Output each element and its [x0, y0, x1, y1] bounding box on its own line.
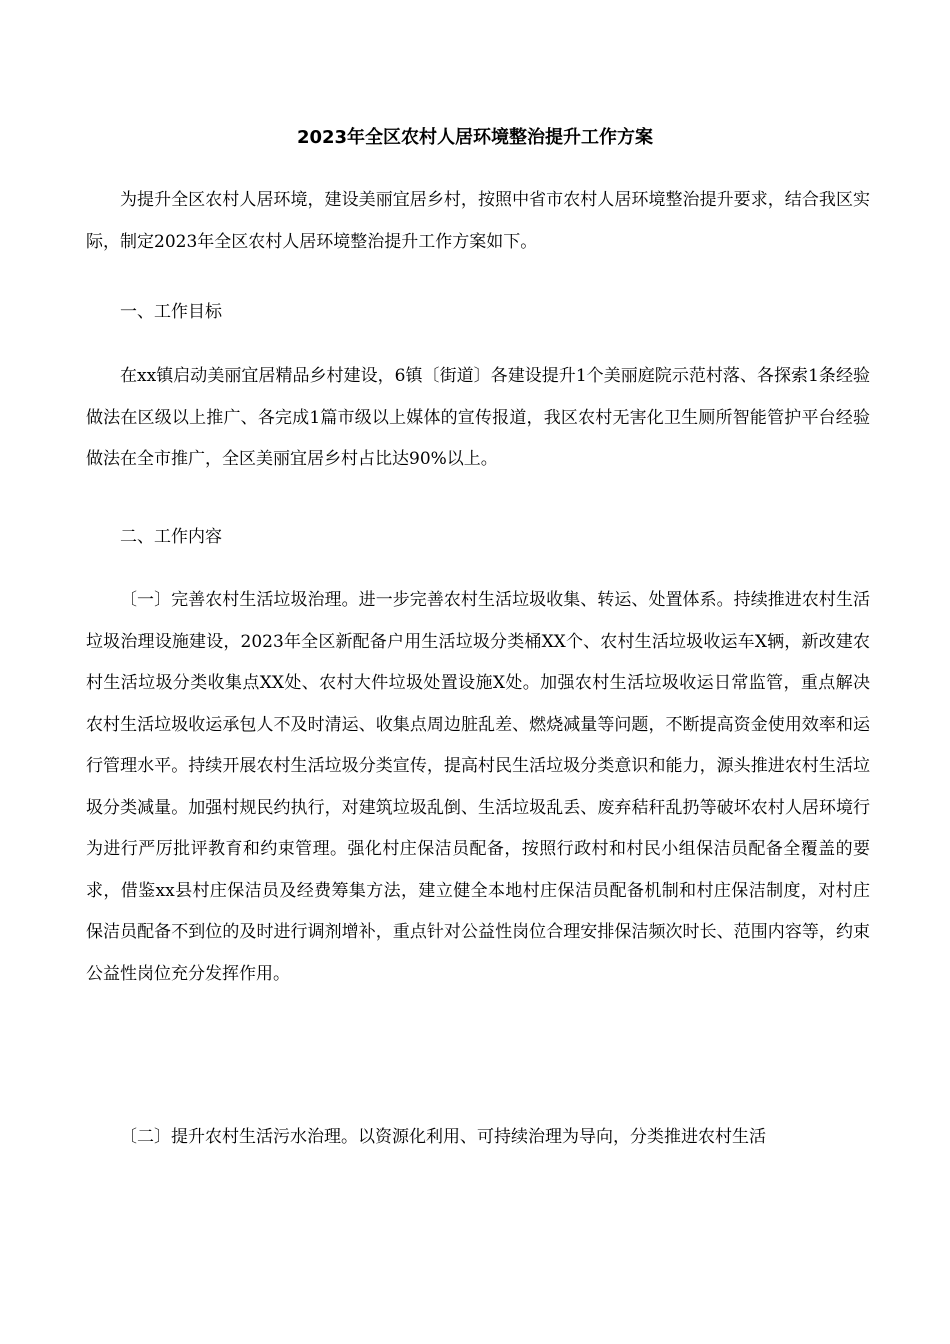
document-title: 2023年全区农村人居环境整治提升工作方案 — [296, 127, 654, 148]
section-heading-content: 二、工作内容 — [120, 527, 222, 547]
subsection-garbage-paragraph: 〔一〕完善农村生活垃圾治理。进一步完善农村生活垃圾收集、转运、处置体系。持续推进农村生活垃圾治理设施建设，2023年全区新配备户用生活垃圾分类桶XX个、农村生活垃圾收运车X辆，新改建农村生活垃圾分类收集点XX处、农村大件垃圾处置设施X处。加强农村生活垃圾收运日常监管，重点解决农村生活垃圾收运承包人不及时清运、收集点周边脏乱差、燃烧减量等问题，不断提高资金使用效率和运行管理水平。持续开展农村生活垃圾分类宣传，提高村民生活垃圾分类意识和能力，源头推进农村生活垃圾分类减量。加强村规民约执行，对建筑垃圾乱倒、生活垃圾乱丢、废弃秸秆乱扔等破坏农村人居环境行为进行严厉批评教育和约束管理。强化村庄保洁员配备，按照行政村和村民小组保洁员配备全覆盖的要求，借鉴xx县村庄保洁员及经费筹集方法，建立健全本地村庄保洁员配备机制和村庄保洁制度，对村庄保洁员配备不到位的及时进行调剂增补，重点针对公益性岗位合理安排保洁频次时长、范围内容等，约束公益性岗位充分发挥作用。 — [86, 590, 870, 984]
section-heading-goals: 一、工作目标 — [120, 302, 222, 322]
goals-paragraph: 在xx镇启动美丽宜居精品乡村建设，6镇〔街道〕各建设提升1个美丽庭院示范村落、各探索1条经验做法在区级以上推广、各完成1篇市级以上媒体的宣传报道，我区农村无害化卫生厕所智能管护平台经验做法在全市推广，全区美丽宜居乡村占比达90%以上。 — [86, 366, 870, 469]
subsection-sewage-paragraph: 〔二〕提升农村生活污水治理。以资源化利用、可持续治理为导向，分类推进农村生活 — [120, 1127, 766, 1147]
intro-paragraph: 为提升全区农村人居环境，建设美丽宜居乡村，按照中省市农村人居环境整治提升要求，结合我区实际，制定2023年全区农村人居环境整治提升工作方案如下。 — [86, 190, 870, 252]
